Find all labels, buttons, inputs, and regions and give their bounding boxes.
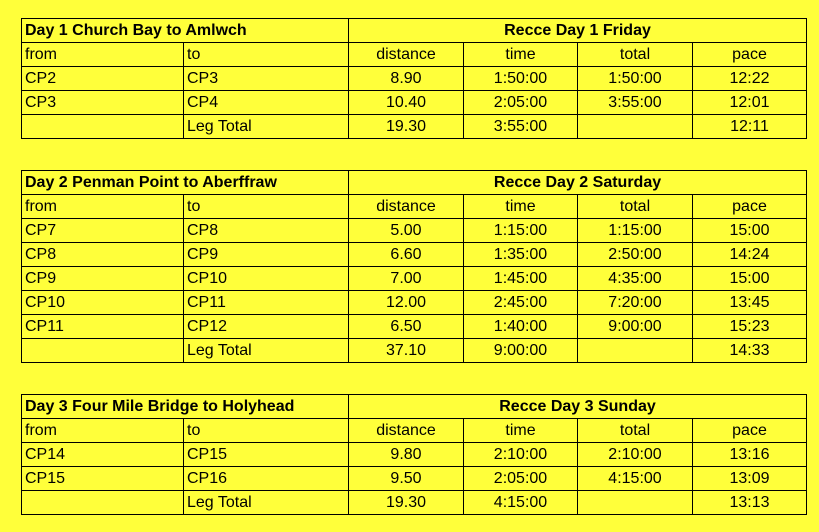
- col-header-from: from: [22, 43, 184, 67]
- cell-time: 1:35:00: [464, 243, 578, 267]
- cell-pace: 15:23: [693, 315, 807, 339]
- col-header-time: time: [464, 43, 578, 67]
- cell-pace: 12:01: [693, 91, 807, 115]
- table-row: [22, 291, 807, 315]
- recce-label: Recce Day 1 Friday: [349, 19, 807, 43]
- col-header-to: to: [184, 419, 349, 443]
- cell-distance: 12.00: [349, 291, 464, 315]
- day1-table: [21, 18, 807, 139]
- leg-total-total: [578, 115, 693, 139]
- col-header-time: time: [464, 419, 578, 443]
- cell-pace: 13:09: [693, 467, 807, 491]
- table-row: [22, 67, 807, 91]
- day3-block: [21, 394, 807, 515]
- cell-pace: 15:00: [693, 267, 807, 291]
- day2-block: [21, 170, 807, 363]
- cell-total: 4:15:00: [578, 467, 693, 491]
- col-header-total: total: [578, 195, 693, 219]
- cell-from: CP9: [22, 267, 184, 291]
- leg-total-total: [578, 491, 693, 515]
- cell-to: CP8: [184, 219, 349, 243]
- recce-label: Recce Day 2 Saturday: [349, 171, 807, 195]
- cell-distance: 7.00: [349, 267, 464, 291]
- cell-total: 4:35:00: [578, 267, 693, 291]
- leg-total-label: Leg Total: [184, 339, 349, 363]
- cell-total: 1:50:00: [578, 67, 693, 91]
- col-header-from: from: [22, 195, 184, 219]
- leg-total-row: [22, 115, 807, 139]
- day-title: Day 2 Penman Point to Aberffraw: [22, 171, 349, 195]
- table-row: [22, 267, 807, 291]
- title-row: [22, 395, 807, 419]
- col-header-to: to: [184, 43, 349, 67]
- cell-empty: [22, 115, 184, 139]
- col-header-time: time: [464, 195, 578, 219]
- cell-to: CP12: [184, 315, 349, 339]
- cell-distance: 9.80: [349, 443, 464, 467]
- cell-total: 2:50:00: [578, 243, 693, 267]
- title-row: [22, 171, 807, 195]
- cell-to: CP10: [184, 267, 349, 291]
- leg-total-label: Leg Total: [184, 115, 349, 139]
- cell-to: CP16: [184, 467, 349, 491]
- table-row: [22, 443, 807, 467]
- col-header-total: total: [578, 419, 693, 443]
- cell-from: CP10: [22, 291, 184, 315]
- cell-distance: 6.50: [349, 315, 464, 339]
- leg-total-total: [578, 339, 693, 363]
- table-row: [22, 91, 807, 115]
- cell-total: 3:55:00: [578, 91, 693, 115]
- cell-from: CP15: [22, 467, 184, 491]
- cell-distance: 10.40: [349, 91, 464, 115]
- cell-pace: 13:45: [693, 291, 807, 315]
- leg-total-time: 9:00:00: [464, 339, 578, 363]
- col-header-pace: pace: [693, 195, 807, 219]
- cell-time: 1:45:00: [464, 267, 578, 291]
- cell-pace: 12:22: [693, 67, 807, 91]
- title-row: [22, 19, 807, 43]
- col-header-pace: pace: [693, 43, 807, 67]
- cell-from: CP7: [22, 219, 184, 243]
- cell-to: CP11: [184, 291, 349, 315]
- cell-time: 2:10:00: [464, 443, 578, 467]
- leg-total-distance: 19.30: [349, 115, 464, 139]
- cell-from: CP3: [22, 91, 184, 115]
- cell-from: CP11: [22, 315, 184, 339]
- cell-to: CP15: [184, 443, 349, 467]
- cell-pace: 14:24: [693, 243, 807, 267]
- table-row: [22, 243, 807, 267]
- leg-total-pace: 13:13: [693, 491, 807, 515]
- leg-total-time: 4:15:00: [464, 491, 578, 515]
- cell-pace: 13:16: [693, 443, 807, 467]
- cell-distance: 6.60: [349, 243, 464, 267]
- leg-total-time: 3:55:00: [464, 115, 578, 139]
- cell-from: CP2: [22, 67, 184, 91]
- col-header-distance: distance: [349, 195, 464, 219]
- cell-distance: 5.00: [349, 219, 464, 243]
- day2-table: [21, 170, 807, 363]
- day3-table: [21, 394, 807, 515]
- leg-total-distance: 19.30: [349, 491, 464, 515]
- cell-time: 1:50:00: [464, 67, 578, 91]
- leg-total-row: [22, 339, 807, 363]
- table-row: [22, 315, 807, 339]
- leg-total-row: [22, 491, 807, 515]
- cell-from: CP8: [22, 243, 184, 267]
- header-row: [22, 419, 807, 443]
- day-title: Day 1 Church Bay to Amlwch: [22, 19, 349, 43]
- leg-total-pace: 12:11: [693, 115, 807, 139]
- recce-label: Recce Day 3 Sunday: [349, 395, 807, 419]
- cell-from: CP14: [22, 443, 184, 467]
- table-row: [22, 467, 807, 491]
- cell-time: 1:40:00: [464, 315, 578, 339]
- leg-total-distance: 37.10: [349, 339, 464, 363]
- cell-time: 2:05:00: [464, 467, 578, 491]
- col-header-total: total: [578, 43, 693, 67]
- cell-time: 2:05:00: [464, 91, 578, 115]
- col-header-to: to: [184, 195, 349, 219]
- cell-to: CP4: [184, 91, 349, 115]
- cell-total: 9:00:00: [578, 315, 693, 339]
- cell-time: 2:45:00: [464, 291, 578, 315]
- col-header-pace: pace: [693, 419, 807, 443]
- cell-total: 7:20:00: [578, 291, 693, 315]
- cell-empty: [22, 339, 184, 363]
- cell-total: 2:10:00: [578, 443, 693, 467]
- cell-pace: 15:00: [693, 219, 807, 243]
- col-header-from: from: [22, 419, 184, 443]
- leg-total-pace: 14:33: [693, 339, 807, 363]
- day1-block: [21, 18, 807, 139]
- leg-total-label: Leg Total: [184, 491, 349, 515]
- cell-time: 1:15:00: [464, 219, 578, 243]
- cell-distance: 8.90: [349, 67, 464, 91]
- cell-to: CP3: [184, 67, 349, 91]
- day-title: Day 3 Four Mile Bridge to Holyhead: [22, 395, 349, 419]
- header-row: [22, 195, 807, 219]
- col-header-distance: distance: [349, 419, 464, 443]
- cell-total: 1:15:00: [578, 219, 693, 243]
- table-row: [22, 219, 807, 243]
- cell-empty: [22, 491, 184, 515]
- col-header-distance: distance: [349, 43, 464, 67]
- header-row: [22, 43, 807, 67]
- cell-distance: 9.50: [349, 467, 464, 491]
- cell-to: CP9: [184, 243, 349, 267]
